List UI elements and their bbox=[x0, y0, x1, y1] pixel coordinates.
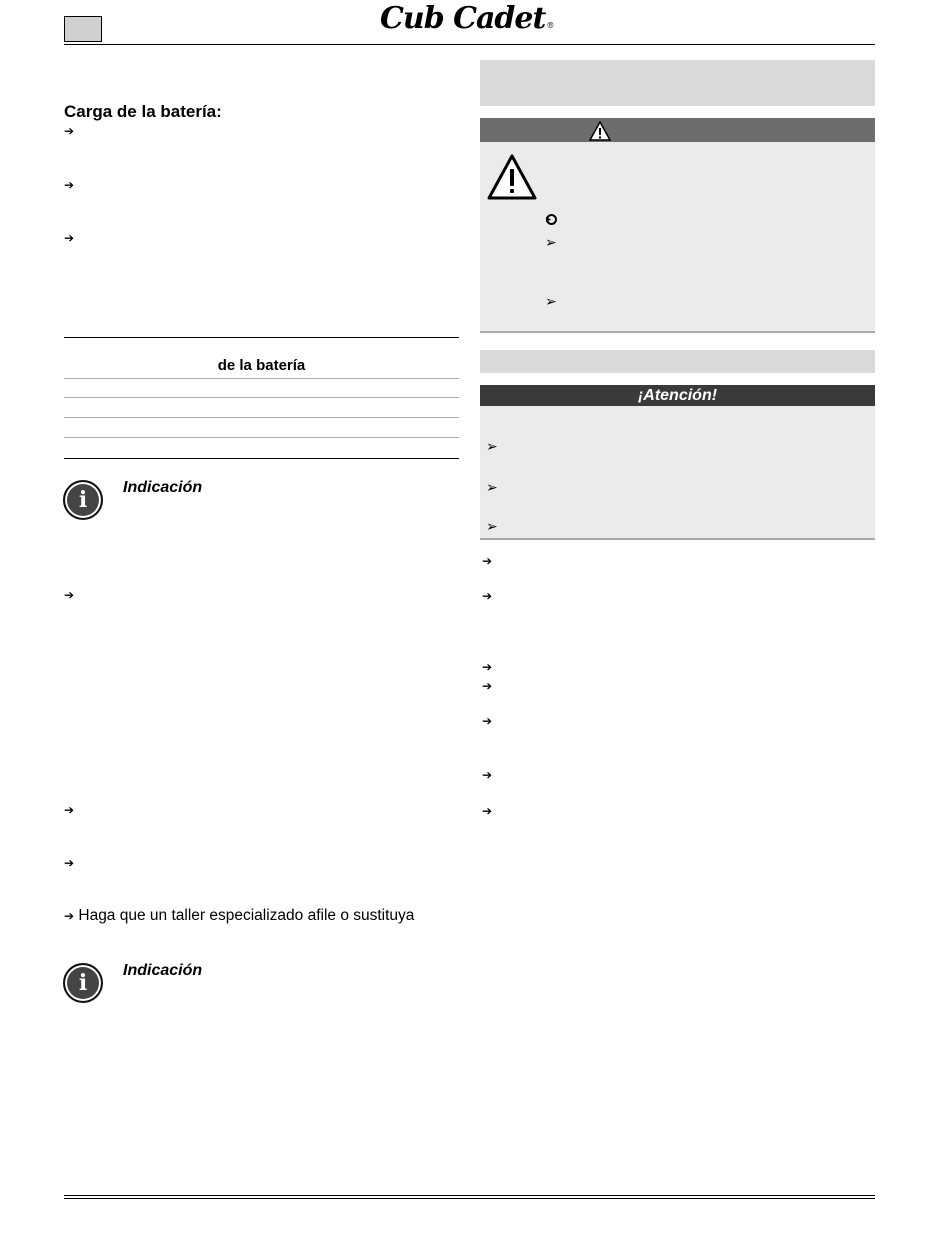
arrow-right-icon: ➔ bbox=[482, 804, 493, 818]
table-row-rule bbox=[64, 417, 459, 418]
table-row-rule bbox=[64, 437, 459, 438]
chevron-arrow-icon: ➢ bbox=[486, 439, 498, 455]
brand-name: Cub Cadet bbox=[380, 1, 546, 36]
table-header: de la batería bbox=[217, 357, 306, 374]
arrow-right-icon: ➔ bbox=[482, 768, 493, 782]
arrow-right-icon: ➔ bbox=[64, 588, 75, 602]
arrow-right-icon: ➔ bbox=[482, 660, 493, 674]
chevron-arrow-icon: ➢ bbox=[486, 480, 498, 496]
arrow-right-icon: ➔ bbox=[482, 589, 493, 603]
arrow-right-icon: ➔ bbox=[482, 554, 493, 568]
language-tab bbox=[64, 16, 102, 42]
brand-logo bbox=[380, 2, 570, 36]
trademark-symbol: ® bbox=[546, 21, 554, 30]
info-icon: i bbox=[63, 480, 103, 520]
warning-triangle-icon bbox=[589, 121, 611, 141]
footer-rule bbox=[64, 1195, 875, 1196]
footer-rule bbox=[64, 1198, 875, 1199]
circle-arrow-icon bbox=[545, 213, 558, 226]
chevron-arrow-icon: ➢ bbox=[545, 294, 557, 310]
info-icon: i bbox=[63, 963, 103, 1003]
table-row-rule bbox=[64, 378, 459, 379]
chevron-arrow-icon: ➢ bbox=[486, 519, 498, 535]
section-heading-battery-charging: Carga de la batería: bbox=[64, 102, 222, 121]
warning-header bbox=[480, 118, 875, 142]
arrow-right-icon: ➔ bbox=[64, 803, 75, 817]
arrow-right-icon: ➔ bbox=[64, 231, 75, 245]
attention-panel bbox=[480, 385, 875, 540]
arrow-right-icon: ➔ bbox=[482, 714, 493, 728]
sharpen-instruction bbox=[64, 907, 414, 925]
table-row-rule bbox=[64, 397, 459, 398]
arrow-right-icon: ➔ bbox=[64, 856, 75, 870]
arrow-right-icon: ➔ bbox=[64, 909, 75, 923]
arrow-right-icon: ➔ bbox=[64, 124, 75, 138]
warning-triangle-icon bbox=[486, 153, 538, 201]
arrow-right-icon: ➔ bbox=[482, 679, 493, 693]
gray-title-bar bbox=[480, 350, 875, 373]
header-rule bbox=[64, 44, 875, 45]
attention-header: ¡Atención! bbox=[480, 385, 875, 406]
warning-panel bbox=[480, 118, 875, 333]
gray-title-box bbox=[480, 60, 875, 106]
table-top-rule bbox=[64, 337, 459, 338]
sharpen-instruction-text: Haga que un taller especializado afile o sustituya bbox=[78, 907, 415, 924]
table-bottom-rule bbox=[64, 458, 459, 459]
arrow-right-icon: ➔ bbox=[64, 178, 75, 192]
chevron-arrow-icon: ➢ bbox=[545, 235, 557, 251]
note-title: Indicación bbox=[123, 962, 203, 979]
note-title: Indicación bbox=[123, 479, 203, 496]
